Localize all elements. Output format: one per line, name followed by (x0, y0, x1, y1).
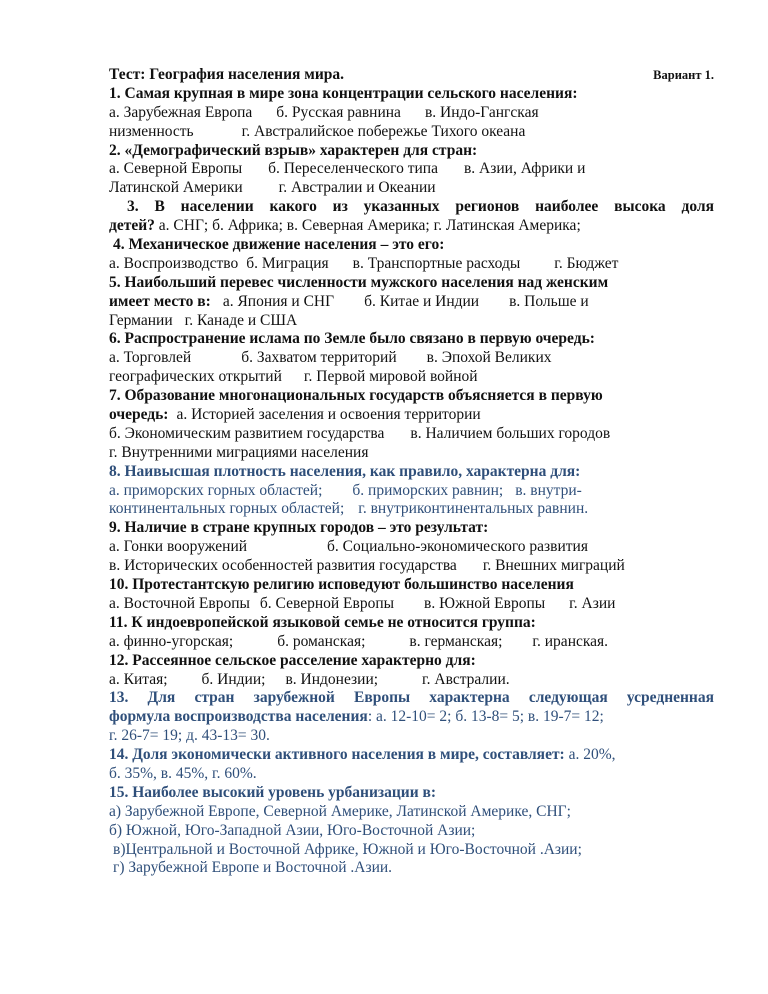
answer-a: а. Воспроизводство (109, 254, 239, 272)
answer-b: б. приморских равнин; (352, 481, 504, 499)
answer-d: г. Австралийское побережье Тихого океана (241, 122, 526, 140)
answer-c: в. Наличием больших городов (410, 424, 611, 442)
answer-b: б. Индии; (201, 670, 266, 688)
question-12: 12. Рассеянное сельское расселение характерно для: (109, 651, 476, 669)
answer-d: г. Азии (569, 594, 616, 612)
question-7-text-cont: очередь: (109, 406, 169, 424)
question-6: 6. Распространение ислама по Земле было связано в первую очередь: (109, 330, 595, 348)
answer-b: б. романская; (277, 632, 366, 650)
answer-a: а. Китая; (109, 670, 168, 688)
answer-d: г) Зарубежной Европе и Восточной .Азии. (113, 859, 393, 877)
question-5-text-cont: имеет место в: (109, 292, 211, 310)
question-6-options (109, 349, 714, 368)
answer-b: б. Переселенческого типа (268, 160, 438, 178)
question-8-options (109, 482, 714, 501)
question-9: 9. Наличие в стране крупных городов – это результат: (109, 519, 489, 537)
answer-a: а. финно-угорская; (109, 632, 234, 650)
question-15: 15. Наиболее высокий уровень урбанизации в: (109, 783, 437, 801)
question-7-options (109, 425, 714, 444)
answer-c: в. Индо-Гангская (424, 103, 539, 121)
answer-b: б. Северной Европы (259, 594, 395, 612)
answer-c: в. Эпохой Великих (426, 349, 552, 367)
answer-a: а. Зарубежная Европа (109, 103, 253, 121)
answer-b: б. Социально-экономического развития (327, 538, 588, 556)
question-4-options (109, 255, 714, 274)
question-3-text-cont: детей? (109, 217, 155, 235)
question-13-options: : а. 12-10= 2; б. 13-8= 5; в. 19-7= 12; (367, 708, 604, 726)
answer-c-cont: Германии (109, 311, 173, 329)
answer-c: в. Исторических особенностей развития государства (109, 557, 457, 575)
answer-d: г. Австралии и Океании (278, 179, 436, 197)
question-13-cont (109, 708, 714, 727)
question-2-options (109, 160, 714, 179)
question-9-options (109, 538, 714, 557)
question-12-options (109, 671, 714, 690)
answer-c: в. Южной Европы (424, 594, 546, 612)
question-1: 1. Самая крупная в мире зона концентрации сельского населения: (109, 84, 578, 102)
page-title: Тест: География населения мира. (109, 66, 345, 83)
answer-a: а. Восточной Европы (109, 594, 250, 612)
question-5-options-cont (109, 312, 714, 331)
answer-a: а. 20%, (564, 746, 616, 764)
answer-d: г. Первой мировой войной (303, 368, 478, 386)
question-8: 8. Наивысшая плотность населения, как правило, характерна для: (109, 462, 581, 480)
answer-a: а. Торговлей (109, 349, 192, 367)
answer-a: а. приморских горных областей; (109, 481, 323, 499)
answer-d: г. Внешних миграций (482, 557, 625, 575)
answer-c: в. Транспортные расходы (352, 254, 521, 272)
question-2-options-cont (109, 179, 714, 198)
question-4: 4. Механическое движение населения – это его: (113, 236, 445, 254)
variant-label: Вариант 1. (653, 68, 714, 82)
question-6-options-cont (109, 368, 714, 387)
answer-c: в. Индонезии; (285, 670, 379, 688)
answer-c: в)Центральной и Восточной Африке, Южной и Юго-Восточной .Азии; (113, 840, 582, 858)
answer-b: б) Южной, Юго-Западной Азии, Юго-Восточной Азии; (109, 821, 476, 839)
question-3: 3. В населении какого из указанных регионов наиболее высока доля (127, 198, 714, 216)
question-3-cont (109, 217, 714, 236)
answer-b: б. Миграция (246, 254, 329, 272)
answer-d: г. внутриконтинентальных равнин. (358, 500, 589, 518)
question-14-options: б. 35%, в. 45%, г. 60%. (109, 764, 257, 782)
answer-d: г. иранская. (532, 632, 609, 650)
question-10-options (109, 595, 714, 614)
answer-a: а) Зарубежной Европе, Северной Америке, Латинской Америке, СНГ; (109, 802, 571, 820)
answer-d: г. Австралии. (422, 670, 510, 688)
question-13-text-cont: формула воспроизводства населения (109, 708, 368, 726)
question-3-options: а. СНГ; б. Африка; в. Северная Америка; г. Латинская Америка; (154, 217, 581, 235)
question-14-row (109, 746, 714, 765)
answer-c-cont: континентальных горных областей; (109, 500, 345, 518)
answer-d: г. Канаде и США (184, 311, 298, 329)
question-2: 2. «Демографический взрыв» характерен для стран: (109, 141, 478, 159)
answer-d: г. Внутренними миграциями населения (109, 443, 369, 461)
question-1-options (109, 104, 714, 123)
answer-a: а. Япония и СНГ (222, 292, 335, 310)
question-14: 14. Доля экономически активного населения в мире, составляет: (109, 746, 565, 764)
question-9-options-cont (109, 557, 714, 576)
title-row (109, 66, 714, 85)
question-11: 11. К индоевропейской языковой семье не относится группа: (109, 613, 536, 631)
question-10: 10. Протестантскую религию исповедуют большинство населения (109, 576, 574, 594)
question-13-options-cont: г. 26-7= 19; д. 43-13= 30. (109, 727, 270, 745)
answer-c: в. германская; (409, 632, 503, 650)
answer-b: б. Захватом территорий (241, 349, 397, 367)
answer-c: в. Азии, Африки и (463, 160, 586, 178)
answer-a: а. Историей заселения и освоения территории (176, 406, 481, 424)
answer-c-cont: Латинской Америки (109, 179, 243, 197)
answer-a: а. Гонки вооружений (109, 538, 248, 556)
question-1-options-cont (109, 123, 714, 142)
answer-a: а. Северной Европы (109, 160, 243, 178)
answer-b: б. Русская равнина (276, 103, 401, 121)
answer-c-cont: географических открытий (109, 368, 282, 386)
answer-b: б. Экономическим развитием государства (109, 424, 385, 442)
question-5: 5. Наибольший перевес численности мужского населения над женским (109, 273, 609, 291)
answer-c: в. Польше и (509, 292, 589, 310)
question-7: 7. Образование многонациональных государств объясняется в первую (109, 387, 603, 405)
question-13: 13. Для стран зарубежной Европы характерна следующая усредненная (109, 689, 714, 707)
answer-b: б. Китае и Индии (364, 292, 480, 310)
question-7-cont (109, 406, 714, 425)
answer-c-cont: низменность (109, 122, 194, 140)
test-document (109, 66, 714, 878)
question-5-cont (109, 293, 714, 312)
answer-d: г. Бюджет (554, 254, 619, 272)
question-8-options-cont (109, 500, 714, 519)
answer-c: в. внутри- (515, 481, 582, 499)
question-11-options (109, 633, 714, 652)
